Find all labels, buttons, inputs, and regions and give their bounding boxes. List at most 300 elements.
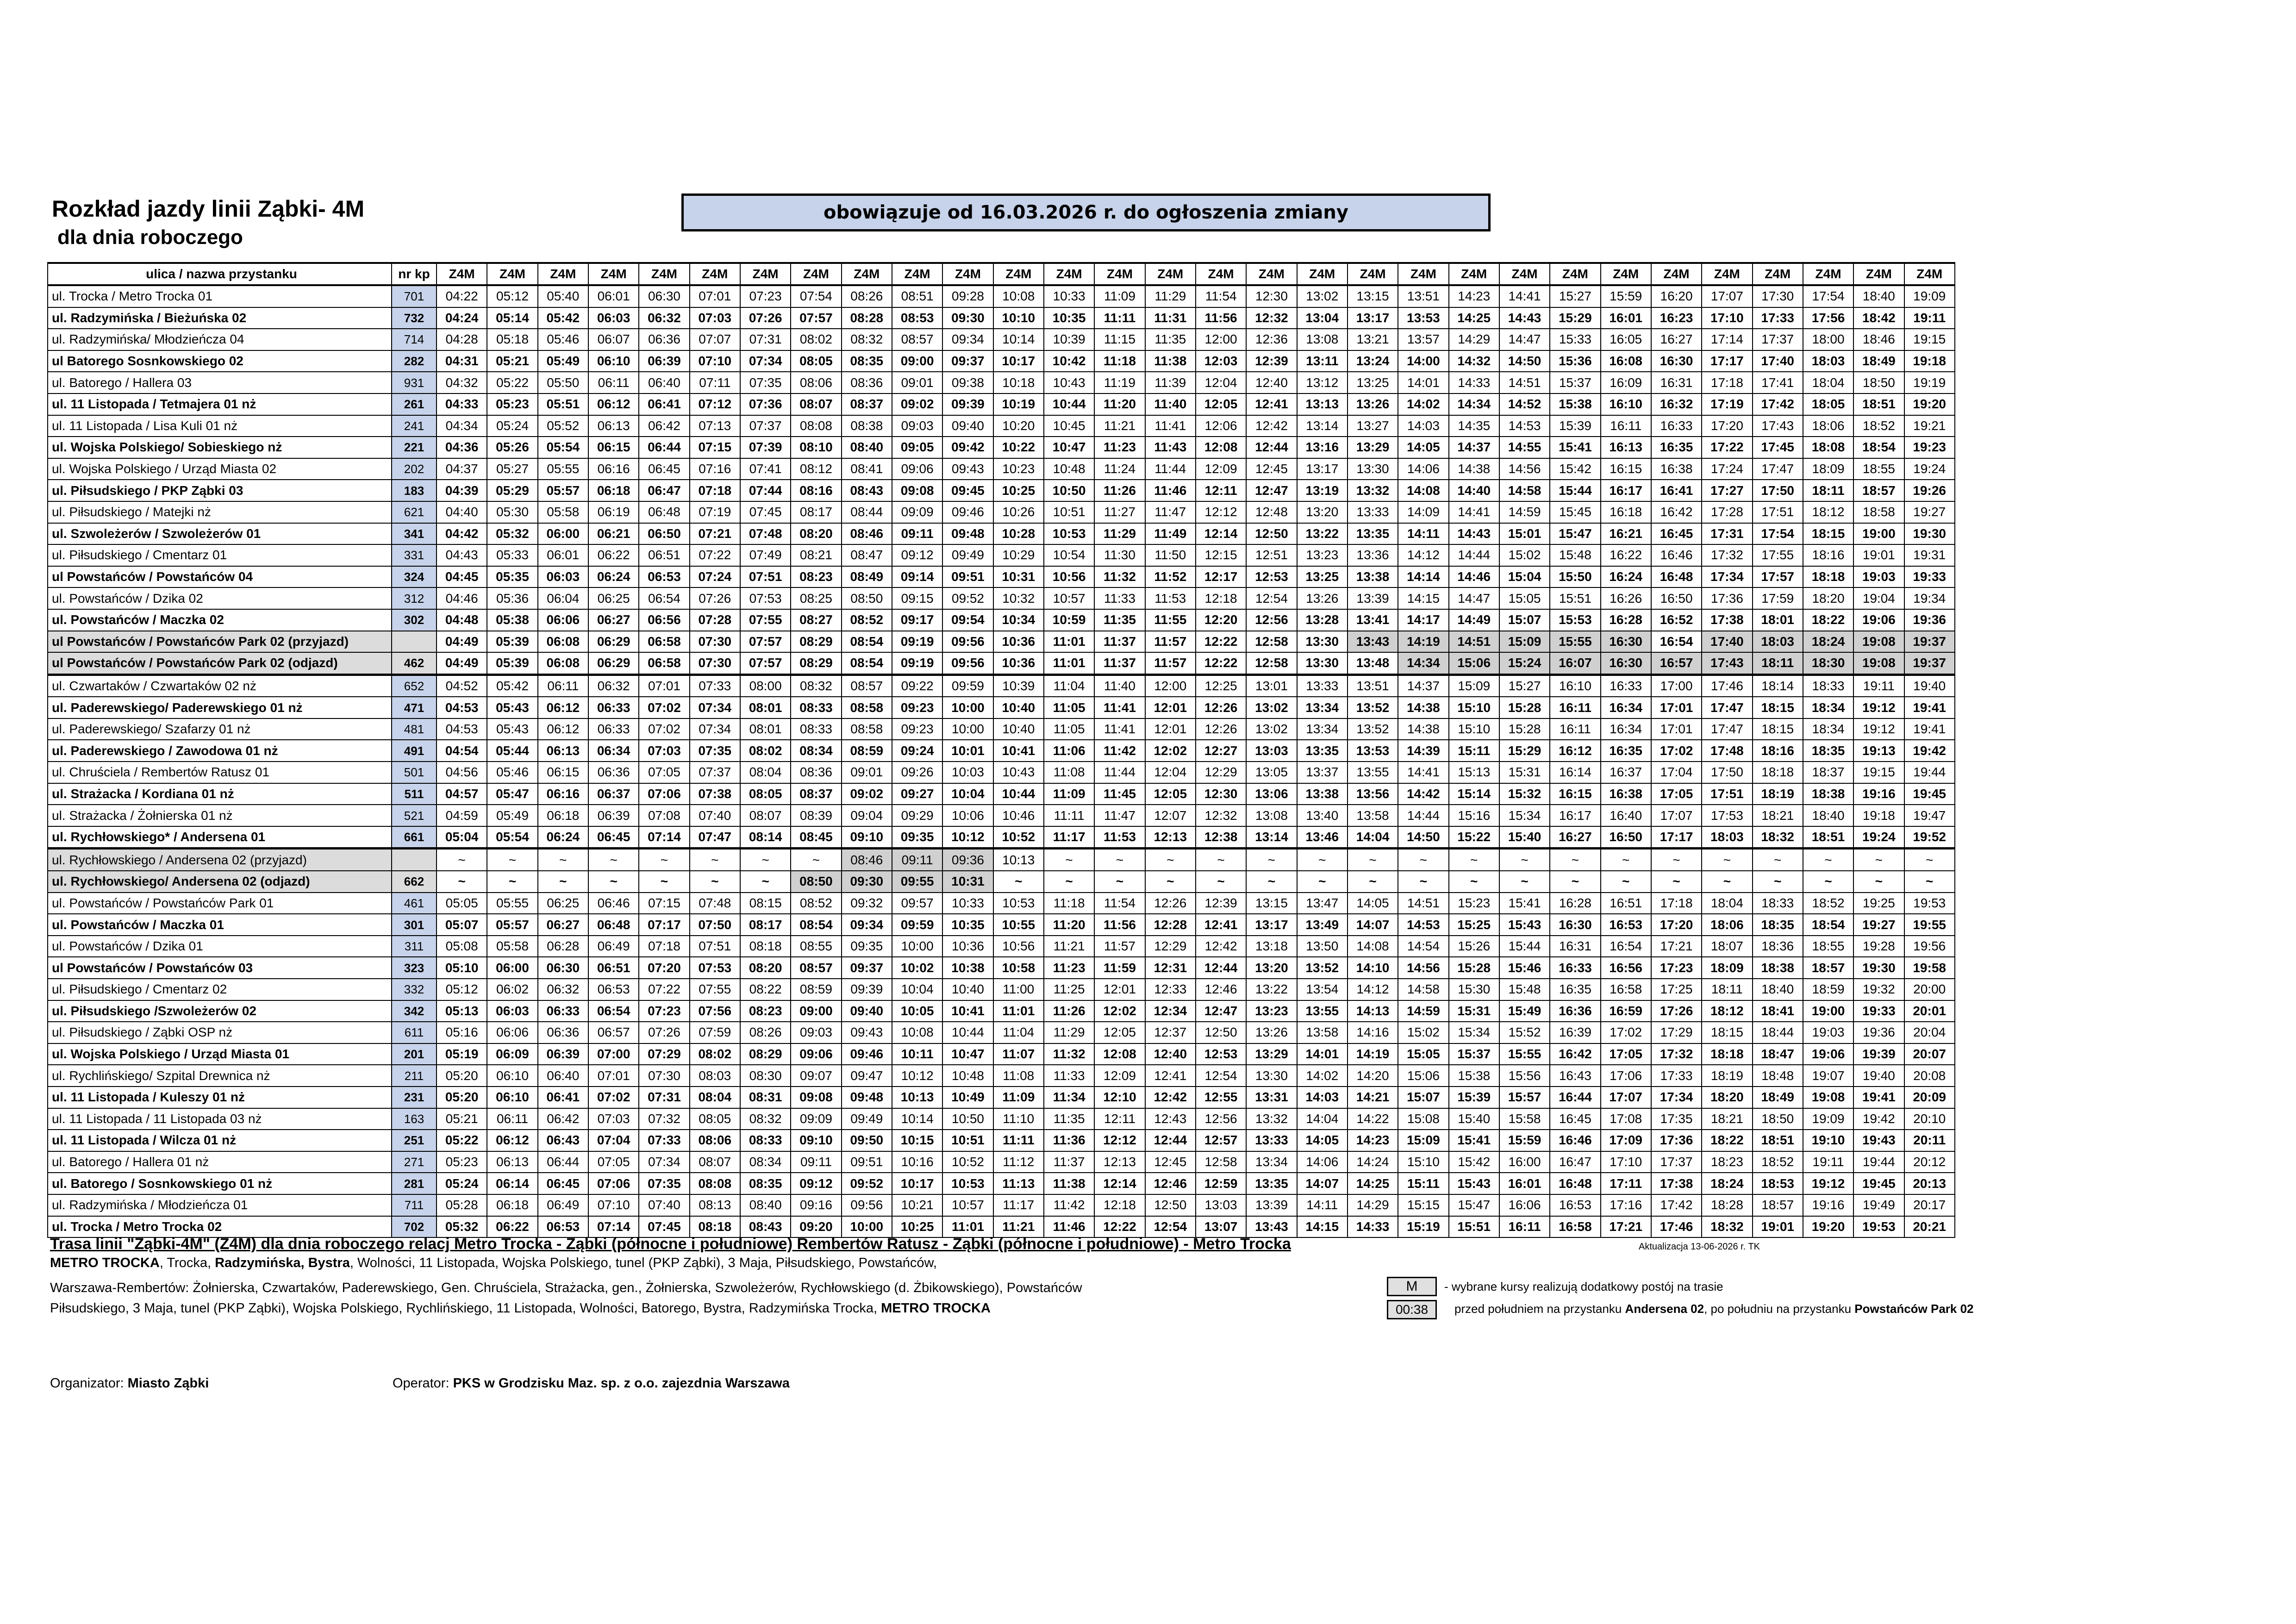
departure-time: 04:57 xyxy=(437,783,487,805)
stop-name: ul. Radzymińska / Młodzieńcza 01 xyxy=(48,1194,392,1216)
stop-name: ul. Rychłowskiego* / Andersena 01 xyxy=(48,826,392,849)
departure-time: 17:01 xyxy=(1651,697,1702,718)
departure-time: 11:36 xyxy=(1044,1130,1094,1151)
departure-time: 19:36 xyxy=(1904,609,1955,631)
departure-time: 19:24 xyxy=(1904,458,1955,480)
departure-time: 17:10 xyxy=(1601,1151,1651,1173)
departure-time: 12:32 xyxy=(1246,307,1297,329)
departure-time: 14:15 xyxy=(1297,1216,1348,1238)
departure-time: ~ xyxy=(588,849,639,871)
departure-time: 10:51 xyxy=(1044,501,1094,523)
departure-time: 07:45 xyxy=(639,1216,689,1238)
departure-time: 12:01 xyxy=(1094,979,1145,1000)
table-row xyxy=(48,1043,1955,1065)
departure-time: 08:57 xyxy=(842,675,892,697)
departure-time: 09:00 xyxy=(791,1000,841,1022)
departure-time: 19:15 xyxy=(1853,762,1904,783)
departure-time: 07:10 xyxy=(588,1194,639,1216)
departure-time: 09:55 xyxy=(892,871,942,893)
departure-time: 18:59 xyxy=(1803,979,1853,1000)
departure-time: 10:41 xyxy=(942,1000,993,1022)
departure-time: 10:53 xyxy=(993,893,1044,914)
departure-time: 12:02 xyxy=(1094,1000,1145,1022)
departure-time: 06:37 xyxy=(588,783,639,805)
departure-time: 08:05 xyxy=(791,350,841,372)
departure-time: 09:12 xyxy=(892,544,942,566)
departure-time: 19:43 xyxy=(1853,1130,1904,1151)
departure-time: 10:42 xyxy=(1044,350,1094,372)
departure-time: 11:50 xyxy=(1145,544,1196,566)
departure-time: 11:46 xyxy=(1044,1216,1094,1238)
departure-time: 14:53 xyxy=(1398,914,1448,936)
departure-time: 14:04 xyxy=(1348,826,1398,849)
departure-time: 11:52 xyxy=(1145,566,1196,588)
departure-time: 19:27 xyxy=(1853,914,1904,936)
stop-name: ul. Powstańców / Maczka 01 xyxy=(48,914,392,936)
departure-time: 06:21 xyxy=(588,523,639,545)
departure-time: ~ xyxy=(1297,849,1348,871)
departure-time: 08:34 xyxy=(740,1151,791,1173)
table-row xyxy=(48,914,1955,936)
departure-time: 11:20 xyxy=(1094,394,1145,415)
departure-time: 11:43 xyxy=(1145,437,1196,458)
departure-time: 13:06 xyxy=(1246,783,1297,805)
departure-time: 11:30 xyxy=(1094,544,1145,566)
departure-time: 12:25 xyxy=(1196,675,1246,697)
departure-time: 13:08 xyxy=(1246,805,1297,826)
departure-time: 09:34 xyxy=(942,329,993,350)
stop-name: ul. Piłsudskiego / Matejki nż xyxy=(48,501,392,523)
departure-time: 16:52 xyxy=(1651,609,1702,631)
departure-time: 16:53 xyxy=(1601,914,1651,936)
departure-time: 18:48 xyxy=(1753,1065,1803,1087)
departure-time: 11:04 xyxy=(1044,675,1094,697)
departure-time: 16:31 xyxy=(1550,936,1600,957)
departure-time: 07:14 xyxy=(639,826,689,849)
departure-time: 07:06 xyxy=(639,783,689,805)
departure-time: 05:55 xyxy=(538,458,588,480)
departure-time: ~ xyxy=(1246,849,1297,871)
departure-time: 13:24 xyxy=(1348,350,1398,372)
departure-time: 17:18 xyxy=(1702,372,1752,394)
departure-time: 19:44 xyxy=(1853,1151,1904,1173)
stop-number: 241 xyxy=(392,415,437,437)
departure-time: 12:53 xyxy=(1196,1043,1246,1065)
departure-time: 14:12 xyxy=(1398,544,1448,566)
departure-time: 05:58 xyxy=(487,936,537,957)
departure-time: 08:03 xyxy=(690,1065,740,1087)
departure-time: 10:25 xyxy=(892,1216,942,1238)
departure-time: 16:46 xyxy=(1651,544,1702,566)
departure-time: 08:39 xyxy=(791,805,841,826)
departure-time: ~ xyxy=(740,871,791,893)
departure-time: 15:10 xyxy=(1449,718,1499,740)
departure-time: 17:47 xyxy=(1753,458,1803,480)
departure-time: 06:41 xyxy=(639,394,689,415)
departure-time: 12:45 xyxy=(1246,458,1297,480)
departure-time: 06:19 xyxy=(588,501,639,523)
departure-time: 06:45 xyxy=(538,1173,588,1194)
departure-time: 11:10 xyxy=(993,1108,1044,1130)
departure-time: 11:49 xyxy=(1145,523,1196,545)
departure-time: 08:26 xyxy=(740,1022,791,1043)
departure-time: 13:23 xyxy=(1297,544,1348,566)
departure-time: 06:32 xyxy=(639,307,689,329)
departure-time: 12:59 xyxy=(1196,1173,1246,1194)
departure-time: 16:50 xyxy=(1651,587,1702,609)
departure-time: ~ xyxy=(690,871,740,893)
departure-time: 06:00 xyxy=(487,957,537,979)
departure-time: 19:00 xyxy=(1853,523,1904,545)
departure-time: 07:01 xyxy=(690,285,740,307)
table-row xyxy=(48,609,1955,631)
departure-time: ~ xyxy=(1601,871,1651,893)
departure-time: 04:40 xyxy=(437,501,487,523)
departure-time: 16:23 xyxy=(1651,307,1702,329)
departure-time: 06:25 xyxy=(538,893,588,914)
departure-time: 13:30 xyxy=(1297,631,1348,653)
departure-time: 10:40 xyxy=(993,718,1044,740)
stop-number: 301 xyxy=(392,914,437,936)
departure-time: 16:36 xyxy=(1550,1000,1600,1022)
departure-time: 12:26 xyxy=(1196,718,1246,740)
stop-number: 521 xyxy=(392,805,437,826)
departure-time: 12:18 xyxy=(1196,587,1246,609)
departure-time: 10:03 xyxy=(942,762,993,783)
departure-time: 07:31 xyxy=(740,329,791,350)
departure-time: 09:17 xyxy=(892,609,942,631)
departure-time: 05:38 xyxy=(487,609,537,631)
departure-time: 10:13 xyxy=(892,1087,942,1108)
departure-time: 05:54 xyxy=(487,826,537,849)
departure-time: 09:59 xyxy=(892,914,942,936)
departure-time: 11:35 xyxy=(1044,1108,1094,1130)
departure-time: 18:15 xyxy=(1753,697,1803,718)
departure-time: 13:05 xyxy=(1246,762,1297,783)
departure-time: 13:33 xyxy=(1297,675,1348,697)
departure-time: 06:49 xyxy=(538,1194,588,1216)
departure-time: 13:14 xyxy=(1297,415,1348,437)
departure-time: 06:12 xyxy=(538,697,588,718)
departure-time: 12:22 xyxy=(1196,652,1246,675)
departure-time: 18:52 xyxy=(1853,415,1904,437)
departure-time: 19:30 xyxy=(1904,523,1955,545)
departure-time: 14:51 xyxy=(1398,893,1448,914)
stop-number: 271 xyxy=(392,1151,437,1173)
departure-time: 07:35 xyxy=(690,740,740,762)
departure-time: 15:07 xyxy=(1499,609,1550,631)
departure-time: 18:57 xyxy=(1753,1194,1803,1216)
stop-name: ul. Piłsudskiego /Szwoleżerów 02 xyxy=(48,1000,392,1022)
departure-time: 11:11 xyxy=(993,1130,1044,1151)
departure-time: 15:47 xyxy=(1449,1194,1499,1216)
departure-time: 10:43 xyxy=(1044,372,1094,394)
departure-time: 07:18 xyxy=(639,936,689,957)
departure-time: 13:25 xyxy=(1348,372,1398,394)
departure-time: 05:16 xyxy=(437,1022,487,1043)
departure-time: 07:35 xyxy=(639,1173,689,1194)
departure-time: 08:26 xyxy=(842,285,892,307)
departure-time: 18:09 xyxy=(1803,458,1853,480)
departure-time: 16:59 xyxy=(1601,1000,1651,1022)
departure-time: 15:08 xyxy=(1398,1108,1448,1130)
departure-time: 07:10 xyxy=(690,350,740,372)
departure-time: 09:01 xyxy=(892,372,942,394)
course-header: Z4M xyxy=(1601,263,1651,285)
departure-time: 08:25 xyxy=(791,587,841,609)
departure-time: 06:11 xyxy=(538,675,588,697)
departure-time: 08:52 xyxy=(842,609,892,631)
departure-time: 19:31 xyxy=(1904,544,1955,566)
departure-time: 15:56 xyxy=(1499,1065,1550,1087)
departure-time: 13:50 xyxy=(1297,936,1348,957)
departure-time: 05:23 xyxy=(437,1151,487,1173)
departure-time: 10:13 xyxy=(993,849,1044,871)
departure-time: ~ xyxy=(1449,871,1499,893)
departure-time: 07:30 xyxy=(690,631,740,653)
departure-time: 07:23 xyxy=(639,1000,689,1022)
departure-time: 18:19 xyxy=(1753,783,1803,805)
departure-time: 06:13 xyxy=(588,415,639,437)
departure-time: 16:00 xyxy=(1499,1151,1550,1173)
departure-time: 04:53 xyxy=(437,697,487,718)
departure-time: ~ xyxy=(1651,871,1702,893)
departure-time: 10:33 xyxy=(1044,285,1094,307)
stop-name: ul. Piłsudskiego / Cmentarz 01 xyxy=(48,544,392,566)
departure-time: 09:43 xyxy=(842,1022,892,1043)
departure-time: 10:14 xyxy=(993,329,1044,350)
departure-time: 13:54 xyxy=(1297,979,1348,1000)
departure-time: 10:18 xyxy=(993,372,1044,394)
departure-time: 09:43 xyxy=(942,458,993,480)
departure-time: 16:35 xyxy=(1601,740,1651,762)
departure-time: 13:25 xyxy=(1297,566,1348,588)
departure-time: 14:38 xyxy=(1449,458,1499,480)
departure-time: 08:12 xyxy=(791,458,841,480)
departure-time: 10:48 xyxy=(942,1065,993,1087)
departure-time: 14:51 xyxy=(1449,631,1499,653)
departure-time: 05:32 xyxy=(437,1216,487,1238)
departure-time: 09:10 xyxy=(842,826,892,849)
departure-time: 13:22 xyxy=(1297,523,1348,545)
table-row xyxy=(48,893,1955,914)
departure-time: 07:04 xyxy=(588,1130,639,1151)
departure-time: 19:37 xyxy=(1904,631,1955,653)
departure-time: 11:41 xyxy=(1094,697,1145,718)
departure-time: 13:52 xyxy=(1348,697,1398,718)
departure-time: 10:20 xyxy=(993,415,1044,437)
departure-time: 15:47 xyxy=(1550,523,1600,545)
departure-time: 09:39 xyxy=(842,979,892,1000)
departure-time: 09:47 xyxy=(842,1065,892,1087)
stop-number: 281 xyxy=(392,1173,437,1194)
departure-time: 18:41 xyxy=(1753,1000,1803,1022)
stop-name: ul. Wojska Polskiego / Urząd Miasta 02 xyxy=(48,458,392,480)
stop-number: 332 xyxy=(392,979,437,1000)
departure-time: 13:02 xyxy=(1246,697,1297,718)
departure-time: 16:30 xyxy=(1651,350,1702,372)
departure-time: 13:29 xyxy=(1348,437,1398,458)
departure-time: 12:38 xyxy=(1196,826,1246,849)
departure-time: 05:46 xyxy=(487,762,537,783)
departure-time: 07:30 xyxy=(639,1065,689,1087)
departure-time: 05:18 xyxy=(487,329,537,350)
departure-time: ~ xyxy=(1904,871,1955,893)
stop-number: 282 xyxy=(392,350,437,372)
departure-time: 08:38 xyxy=(842,415,892,437)
departure-time: 06:42 xyxy=(639,415,689,437)
departure-time: 12:20 xyxy=(1196,609,1246,631)
stop-number: 711 xyxy=(392,1194,437,1216)
departure-time: 09:01 xyxy=(842,762,892,783)
departure-time: 18:58 xyxy=(1853,501,1904,523)
departure-time: 08:54 xyxy=(842,652,892,675)
stop-number: 621 xyxy=(392,501,437,523)
departure-time: 11:09 xyxy=(1094,285,1145,307)
departure-time: 05:54 xyxy=(538,437,588,458)
departure-time: 10:53 xyxy=(1044,523,1094,545)
departure-time: 07:53 xyxy=(690,957,740,979)
departure-time: 19:01 xyxy=(1853,544,1904,566)
departure-time: 09:10 xyxy=(791,1130,841,1151)
departure-time: 11:33 xyxy=(1044,1065,1094,1087)
legend-time-box: 00:38 xyxy=(1387,1300,1437,1319)
departure-time: 15:02 xyxy=(1398,1022,1448,1043)
departure-time: 16:12 xyxy=(1550,740,1600,762)
departure-time: 10:06 xyxy=(942,805,993,826)
stop-name: ul. 11 Listopada / Tetmajera 01 nż xyxy=(48,394,392,415)
table-row xyxy=(48,1022,1955,1043)
departure-time: 06:03 xyxy=(588,307,639,329)
departure-time: ~ xyxy=(538,849,588,871)
departure-time: 08:07 xyxy=(690,1151,740,1173)
course-header: Z4M xyxy=(487,263,537,285)
departure-time: 13:32 xyxy=(1348,480,1398,501)
departure-time: 10:44 xyxy=(993,783,1044,805)
departure-time: 12:46 xyxy=(1145,1173,1196,1194)
departure-time: 10:01 xyxy=(942,740,993,762)
departure-time: 09:45 xyxy=(942,480,993,501)
departure-time: 13:34 xyxy=(1246,1151,1297,1173)
departure-time: 13:29 xyxy=(1246,1043,1297,1065)
departure-time: 05:05 xyxy=(437,893,487,914)
departure-time: 16:41 xyxy=(1651,480,1702,501)
departure-time: 09:56 xyxy=(842,1194,892,1216)
stop-name: ul. Paderewskiego/ Paderewskiego 01 nż xyxy=(48,697,392,718)
operator: Operator: PKS w Grodzisku Maz. sp. z o.o. zajezdnia Warszawa xyxy=(393,1376,790,1391)
departure-time: 06:34 xyxy=(588,740,639,762)
departure-time: 04:52 xyxy=(437,675,487,697)
departure-time: 09:04 xyxy=(842,805,892,826)
departure-time: 06:29 xyxy=(588,652,639,675)
stop-number: 251 xyxy=(392,1130,437,1151)
departure-time: 12:43 xyxy=(1145,1108,1196,1130)
departure-time: 10:16 xyxy=(892,1151,942,1173)
departure-time: 16:11 xyxy=(1550,718,1600,740)
stop-name: ul. Wojska Polskiego / Urząd Miasta 01 xyxy=(48,1043,392,1065)
departure-time: 07:44 xyxy=(740,480,791,501)
departure-time: 09:02 xyxy=(892,394,942,415)
departure-time: 15:31 xyxy=(1499,762,1550,783)
departure-time: 17:10 xyxy=(1702,307,1752,329)
departure-time: 18:04 xyxy=(1803,372,1853,394)
departure-time: 11:32 xyxy=(1094,566,1145,588)
departure-time: 08:43 xyxy=(842,480,892,501)
departure-time: 18:19 xyxy=(1702,1065,1752,1087)
departure-time: 19:40 xyxy=(1904,675,1955,697)
departure-time: 06:53 xyxy=(538,1216,588,1238)
departure-time: 10:38 xyxy=(942,957,993,979)
departure-time: 14:50 xyxy=(1398,826,1448,849)
departure-time: 08:55 xyxy=(791,936,841,957)
departure-time: 09:51 xyxy=(842,1151,892,1173)
departure-time: 12:05 xyxy=(1094,1022,1145,1043)
departure-time: 04:31 xyxy=(437,350,487,372)
departure-time: 07:29 xyxy=(639,1043,689,1065)
departure-time: 06:27 xyxy=(538,914,588,936)
departure-time: 09:36 xyxy=(942,849,993,871)
departure-time: 07:40 xyxy=(639,1194,689,1216)
departure-time: 09:03 xyxy=(791,1022,841,1043)
departure-time: 10:55 xyxy=(993,914,1044,936)
departure-time: 14:05 xyxy=(1348,893,1398,914)
departure-time: 13:53 xyxy=(1348,740,1398,762)
header-row xyxy=(48,263,1955,285)
departure-time: 10:46 xyxy=(993,805,1044,826)
stop-number xyxy=(392,849,437,871)
departure-time: 13:35 xyxy=(1348,523,1398,545)
departure-time: 08:33 xyxy=(791,718,841,740)
departure-time: ~ xyxy=(437,849,487,871)
departure-time: 04:24 xyxy=(437,307,487,329)
stop-name: ul. Rychłowskiego/ Andersena 02 (odjazd) xyxy=(48,871,392,893)
departure-time: 20:01 xyxy=(1904,1000,1955,1022)
stop-number: 501 xyxy=(392,762,437,783)
departure-time: 07:21 xyxy=(690,523,740,545)
departure-time: 14:39 xyxy=(1398,740,1448,762)
departure-time: 06:54 xyxy=(639,587,689,609)
departure-time: 14:41 xyxy=(1398,762,1448,783)
departure-time: 07:31 xyxy=(639,1087,689,1108)
departure-time: 18:44 xyxy=(1753,1022,1803,1043)
departure-time: 17:54 xyxy=(1753,523,1803,545)
departure-time: 05:58 xyxy=(538,501,588,523)
departure-time: 15:48 xyxy=(1499,979,1550,1000)
course-header: Z4M xyxy=(740,263,791,285)
departure-time: 17:51 xyxy=(1702,783,1752,805)
departure-time: 19:49 xyxy=(1853,1194,1904,1216)
departure-time: 12:58 xyxy=(1246,631,1297,653)
departure-time: 10:51 xyxy=(942,1130,993,1151)
departure-time: 11:05 xyxy=(1044,697,1094,718)
departure-time: 18:06 xyxy=(1803,415,1853,437)
table-row xyxy=(48,979,1955,1000)
departure-time: 16:11 xyxy=(1550,697,1600,718)
departure-time: 08:57 xyxy=(791,957,841,979)
departure-time: 17:21 xyxy=(1651,936,1702,957)
departure-time: ~ xyxy=(1094,871,1145,893)
departure-time: 11:57 xyxy=(1145,631,1196,653)
departure-time: 09:06 xyxy=(791,1043,841,1065)
departure-time: 14:34 xyxy=(1398,652,1448,675)
departure-time: 19:11 xyxy=(1853,675,1904,697)
departure-time: 18:32 xyxy=(1753,826,1803,849)
departure-time: 07:48 xyxy=(740,523,791,545)
departure-time: 16:40 xyxy=(1601,805,1651,826)
departure-time: 16:26 xyxy=(1601,587,1651,609)
departure-time: 17:02 xyxy=(1651,740,1702,762)
departure-time: 19:42 xyxy=(1853,1108,1904,1130)
